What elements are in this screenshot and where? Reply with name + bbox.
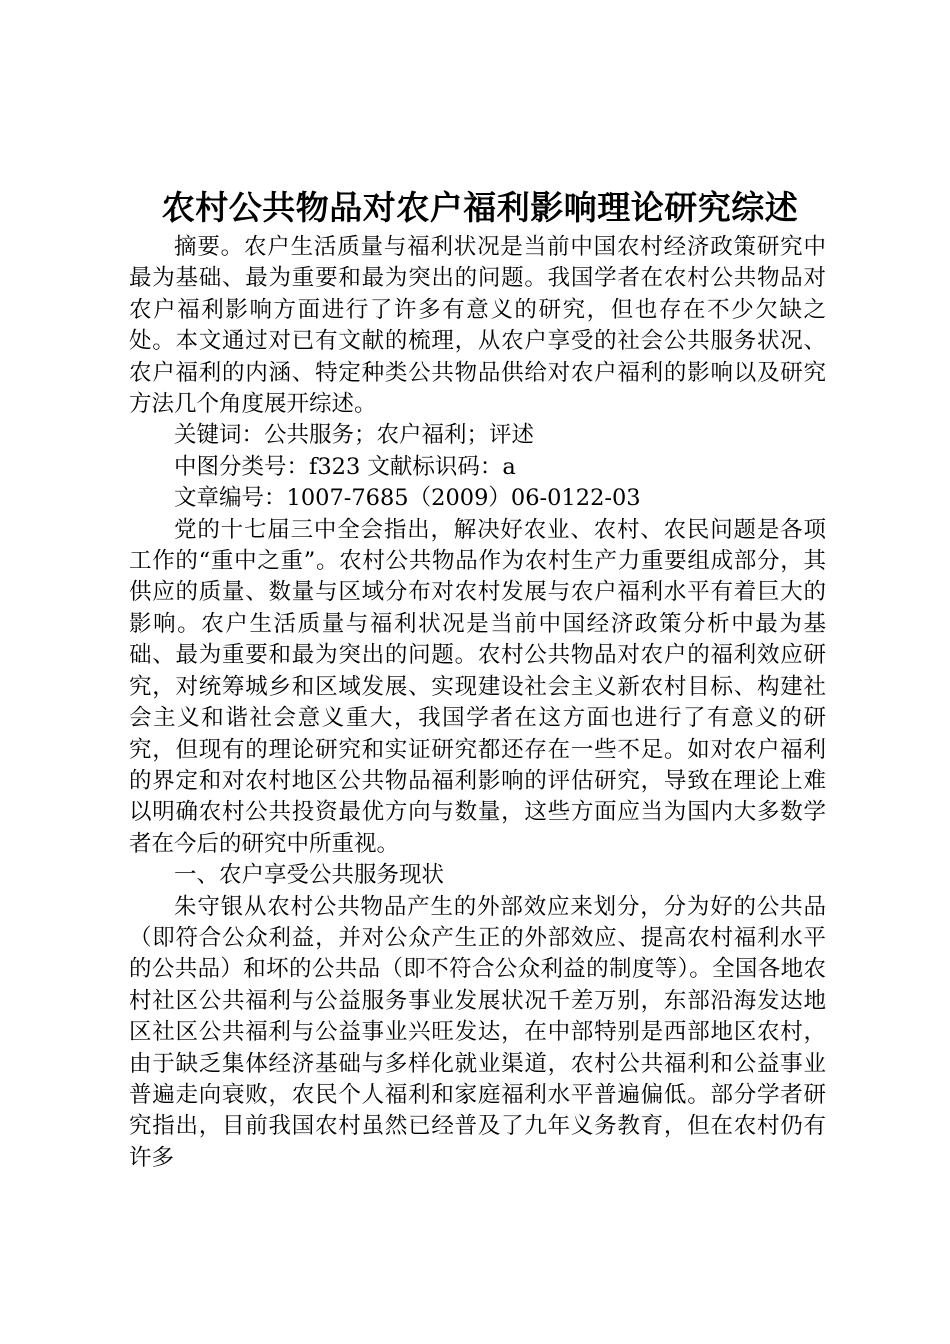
section1-heading: 一、农户享受公共服务现状 <box>174 862 445 889</box>
section1-paragraph: 朱守银从农村公共物品产生的外部效应来划分，分为好的公共品（即符合公众利益，并对公众产生正的外部效应、提高农村福利水平的公共品）和坏的公共品（即不符合公众利益的制度等）。全国各地农村社区公共福利与公益服务事业发展状况千差万别，东部沿海发达地区社区公共福利与公益事业兴旺发达，在中部特别是西部地区农村，由于缺乏集体经济基础与多样化就业渠道，农村公共福利和公益事业普遍走向衰败，农民个人福利和家庭福利水平普遍偏低。部分学者研究指出，目前我国农村虽然已经普及了九年义务教育，但在农村仍有许多 <box>129 893 826 1171</box>
abstract-paragraph: 摘要。农户生活质量与福利状况是当前中国农村经济政策研究中最为基础、最为重要和最为突出的问题。我国学者在农村公共物品对农户福利影响方面进行了许多有意义的研究，但也存在不少欠缺之处。本文通过对已有文献的梳理，从农户享受的社会公共服务状况、农户福利的内涵、特定种类公共物品供给对农户福利的影响以及研究方法几个角度展开综述。 <box>129 234 826 418</box>
document-title: 农村公共物品对农户福利影响理论研究综述 <box>161 188 799 227</box>
intro-paragraph: 党的十七届三中全会指出，解决好农业、农村、农民问题是各项工作的“重中之重”。农村公共物品作为农村生产力重要组成部分，其供应的质量、数量与区域分布对农村发展与农户福利水平有着巨大的影响。农户生活质量与福利状况是当前中国经济政策分析中最为基础、最为重要和最为突出的问题。农村公共物品对农户的福利效应研究，对统筹城乡和区域发展、实现建设社会主义新农村目标、构建社会主义和谐社会意义重大，我国学者在这方面也进行了有意义的研究，但现有的理论研究和实证研究都还存在一些不足。如对农户福利的界定和对农村地区公共物品福利影响的评估研究，导致在理论上难以明确农村公共投资最优方向与数量，这些方面应当为国内大多数学者在今后的研究中所重视。 <box>129 516 826 857</box>
classification-line: 中图分类号：f323 文献标识码：a <box>174 453 516 480</box>
article-number-line: 文章编号：1007-7685（2009）06-0122-03 <box>174 485 641 512</box>
keywords-line: 关键词：公共服务；农户福利；评述 <box>174 422 535 449</box>
document-body <box>129 232 826 1174</box>
